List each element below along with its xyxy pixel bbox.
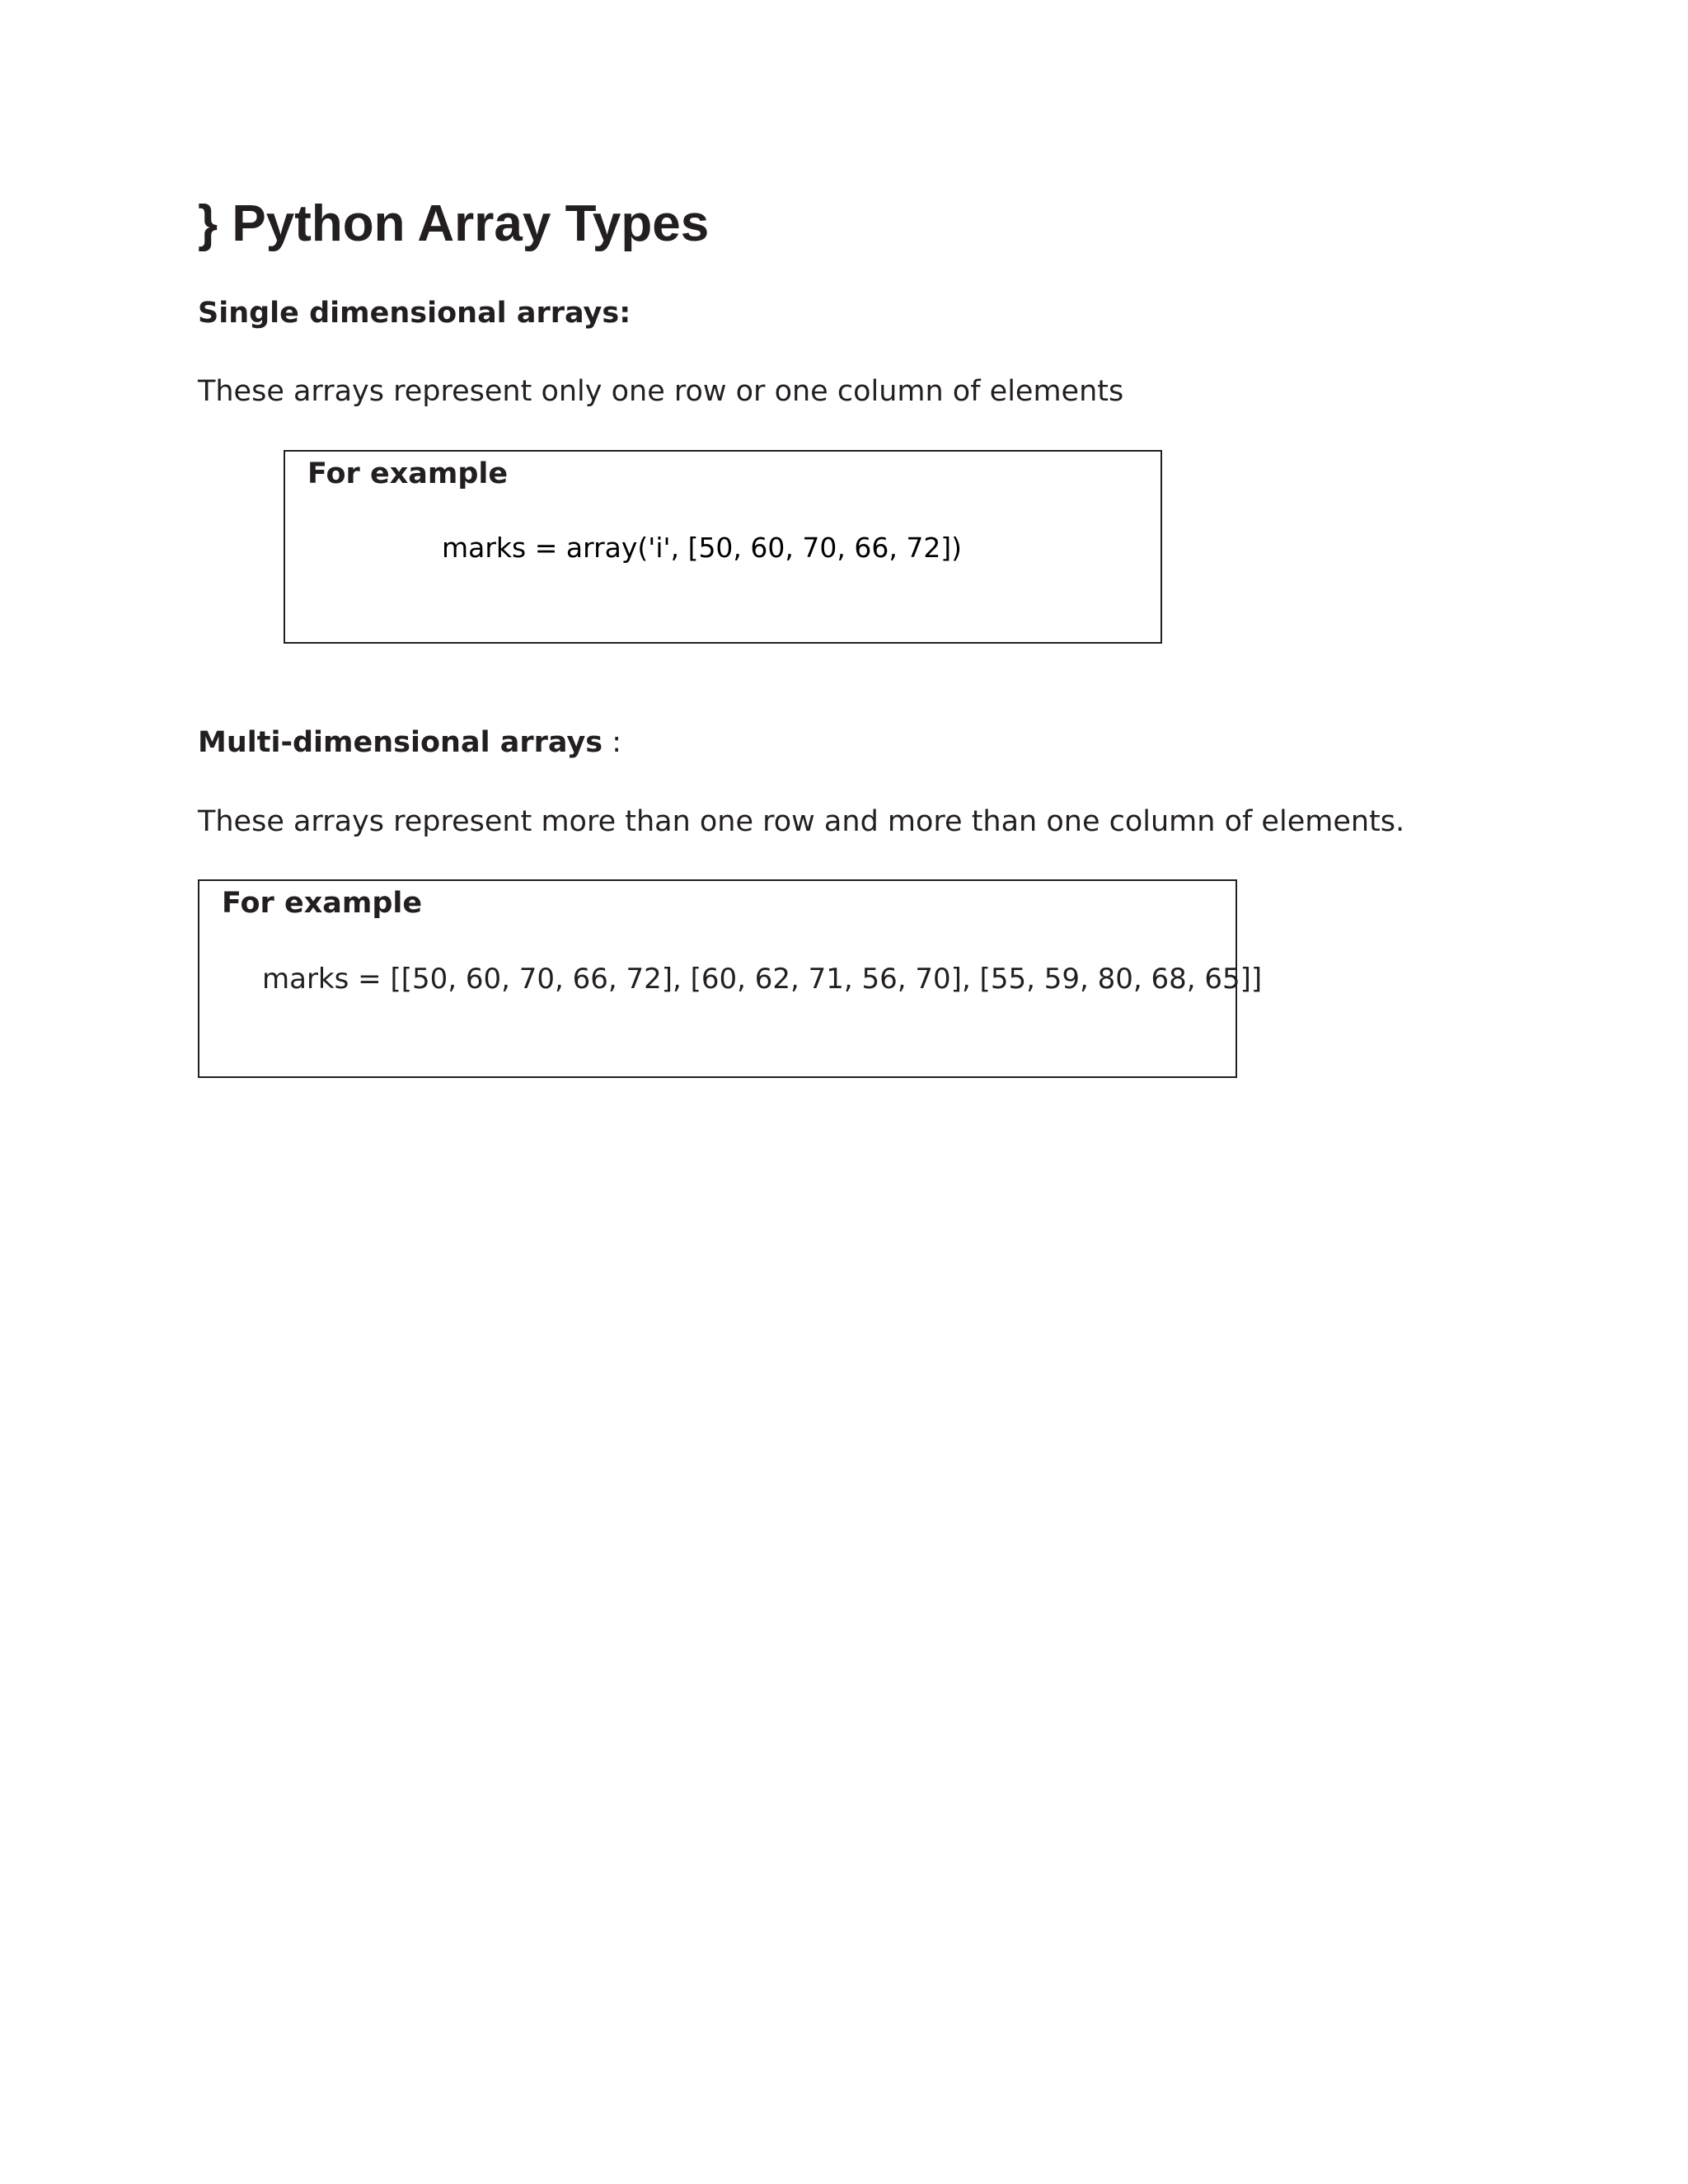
section-heading-multi xyxy=(198,722,621,763)
example-code-single: marks = array('i', [50, 60, 70, 66, 72]) xyxy=(442,532,963,564)
section-description-single: These arrays represent only one row or one column of elements xyxy=(198,375,1124,408)
example-box-multi xyxy=(198,879,1263,1078)
example-code-multi: marks = [[50, 60, 70, 66, 72], [60, 62, 71, 56, 70], [55, 59, 80, 68, 65]] xyxy=(262,963,1263,996)
example-box-single xyxy=(284,450,1162,644)
section-heading-multi-suffix: : xyxy=(603,726,622,759)
example-label-single: For example xyxy=(307,457,509,490)
example-label-multi: For example xyxy=(222,887,423,920)
section-description-multi: These arrays represent more than one row and more than one column of elements. xyxy=(198,805,1405,838)
section-heading-multi-text: Multi-dimensional arrays xyxy=(198,726,603,759)
section-heading-single xyxy=(198,293,631,334)
page-title: } Python Array Types xyxy=(198,195,710,252)
section-heading-single-text: Single dimensional arrays: xyxy=(198,297,631,330)
